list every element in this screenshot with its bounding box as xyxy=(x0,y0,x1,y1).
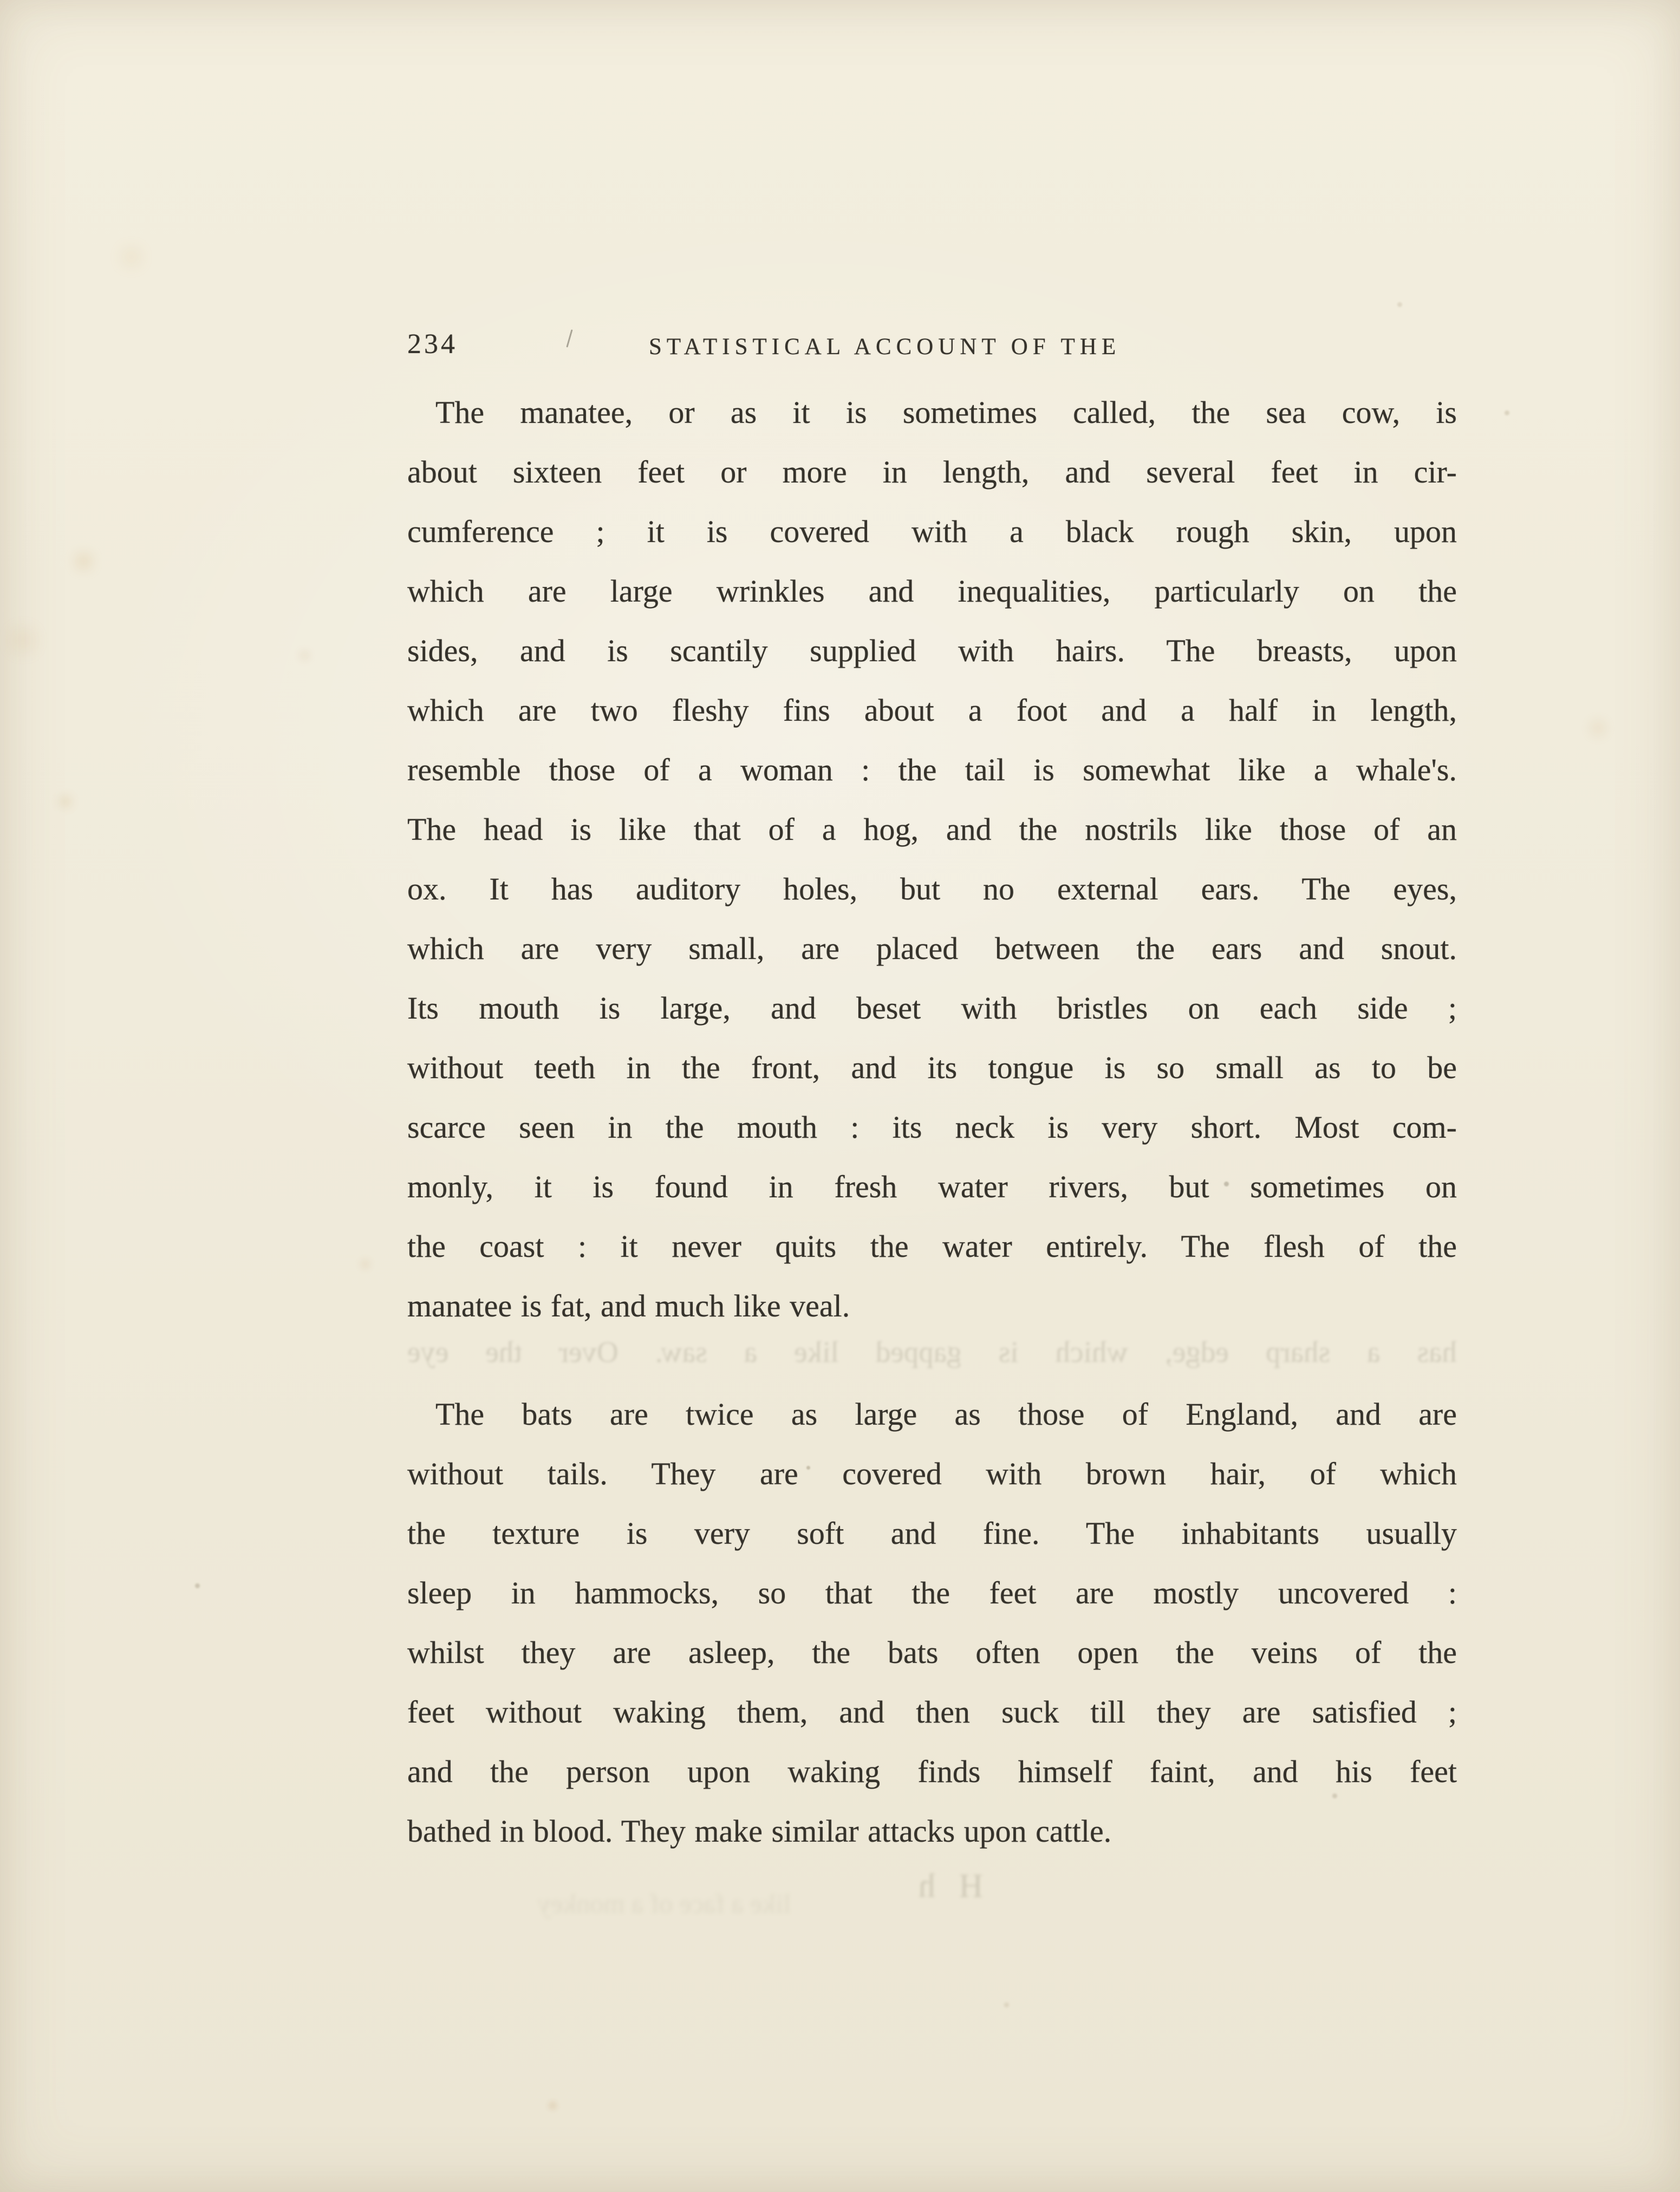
text-line: the coast : it never quits the water entirely. The flesh of the xyxy=(407,1229,1457,1264)
text-line: The bats are twice as large as those of England, and are xyxy=(435,1397,1457,1432)
text-line: the texture is very soft and fine. The inhabitants usually xyxy=(407,1516,1457,1551)
text-line: scarce seen in the mouth : its neck is very short. Most com- xyxy=(407,1110,1457,1145)
text-line: cumference ; it is covered with a black rough skin, upon xyxy=(407,514,1457,549)
text-line: manatee is fat, and much like veal. xyxy=(407,1288,850,1323)
bleedthrough-signature: H h xyxy=(911,1868,984,1904)
bleedthrough-left-ghost: like a face of a monkey xyxy=(537,1888,791,1919)
text-line: feet without waking them, and then suck till they are satisfied ; xyxy=(407,1694,1457,1730)
text-line: ox. It has auditory holes, but no external ears. The eyes, xyxy=(407,871,1457,906)
text-line: which are large wrinkles and inequalities, particularly on the xyxy=(407,573,1457,609)
paragraph-bats xyxy=(407,1385,1457,1861)
text-line: monly, it is found in fresh water rivers, but sometimes on xyxy=(407,1169,1457,1204)
text-line: sides, and is scantily supplied with hairs. The breasts, upon xyxy=(407,633,1457,668)
scan-artifact-mark xyxy=(566,329,572,348)
text-line: Its mouth is large, and beset with bristles on each side ; xyxy=(407,990,1457,1026)
text-line: without teeth in the front, and its tongue is so small as to be xyxy=(407,1050,1457,1085)
text-line: and the person upon waking finds himself faint, and his feet xyxy=(407,1754,1457,1789)
paper-foxing-speckles xyxy=(0,0,3,3)
text-line: which are two fleshy fins about a foot and a half in length, xyxy=(407,693,1457,728)
bleedthrough-text: has a sharp edge, which is gapped like a saw. Over the eye xyxy=(407,1335,1457,1368)
text-line: about sixteen feet or more in length, and several feet in cir- xyxy=(407,454,1457,490)
paragraph-manatee xyxy=(407,383,1457,1336)
text-line: The head is like that of a hog, and the nostrils like those of an xyxy=(407,812,1457,847)
running-head: STATISTICAL ACCOUNT OF THE xyxy=(649,334,1121,360)
text-line: sleep in hammocks, so that the feet are mostly uncovered : xyxy=(407,1575,1457,1610)
text-line: resemble those of a woman : the tail is somewhat like a whale's. xyxy=(407,752,1457,787)
text-line: whilst they are asleep, the bats often open the veins of the xyxy=(407,1635,1457,1670)
text-line: without tails. They are covered with brown hair, of which xyxy=(407,1456,1457,1491)
page-number: 234 xyxy=(407,329,458,360)
text-line: bathed in blood. They make similar attacks upon cattle. xyxy=(407,1813,1112,1849)
text-line: The manatee, or as it is sometimes called, the sea cow, is xyxy=(435,395,1457,430)
text-line: which are very small, are placed between the ears and snout. xyxy=(407,931,1457,966)
